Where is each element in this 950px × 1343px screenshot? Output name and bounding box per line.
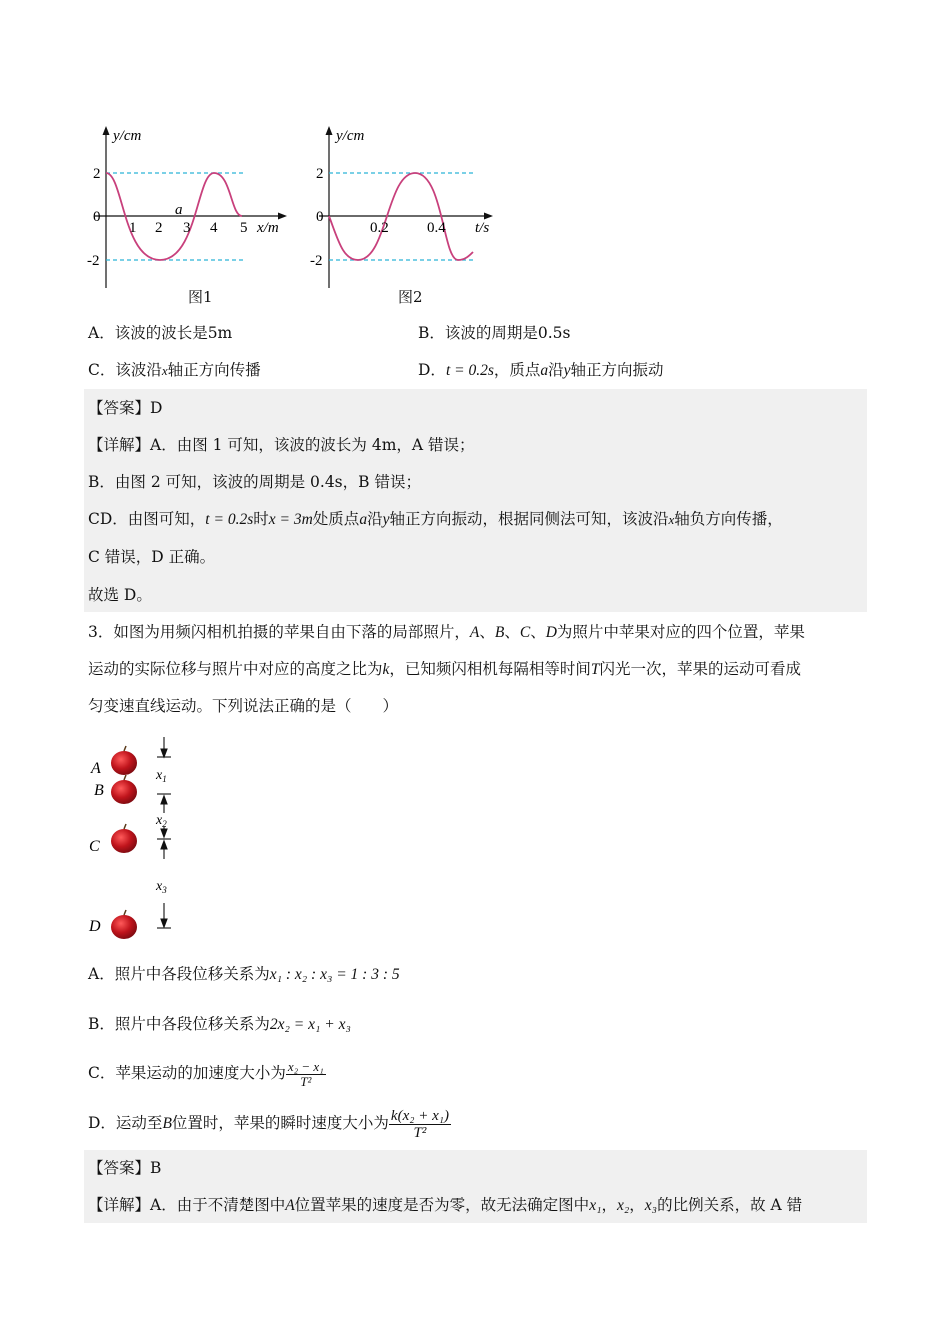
apple-A	[111, 746, 137, 775]
x-axis-label: x/m	[257, 220, 279, 236]
point-a-label: a	[175, 202, 183, 218]
q2-option-c: C．该波沿x轴正方向传播	[88, 361, 261, 379]
segment-x2: $x_2$	[156, 813, 167, 829]
figure-2-caption: 图2	[398, 288, 423, 306]
q3-explain-line-1: 【详解】A．由于不清楚图中A位置苹果的速度是否为零，故无法确定图中x₁，x₂，x₃的比例关系，故 A 错	[88, 1196, 803, 1214]
q3-stem-line-1: 3．如图为用频闪相机拍摄的苹果自由下落的局部照片，A、B、C、D为照片中苹果对应的四个位置，苹果	[88, 623, 805, 641]
y-tick-neg2: -2	[87, 253, 100, 269]
segment-x3: $x_3$	[156, 879, 167, 895]
apple-B	[111, 775, 137, 804]
q2-answer-block	[84, 389, 867, 612]
apple-strobe-figure	[85, 735, 190, 945]
q3-answer: 【答案】B	[88, 1159, 162, 1177]
acceleration-fraction: $\frac{\text{x₂ − x₁}}{\text{T²}}$	[287, 1058, 324, 1089]
y-tick-0: 0	[316, 209, 324, 225]
q3-option-a: A．照片中各段位移关系为x₁ : x₂ : x₃ = 1 : 3 : 5	[88, 965, 400, 983]
label-B: B	[94, 782, 104, 799]
wave-figure-2	[305, 120, 505, 295]
x-tick-5: 5	[240, 220, 248, 236]
x-tick-0.4: 0.4	[427, 220, 446, 236]
q3-option-d: D．运动至B位置时，苹果的瞬时速度大小为 $\frac{\text{k(x₂ + x₁)}}{\text{T²}}$	[88, 1107, 449, 1141]
q2-explain-line-3: CD．由图可知，t = 0.2s时x = 3m处质点a沿y轴正方向振动，根据同侧法可知，该波沿x轴负方向传播，	[88, 510, 783, 528]
x-tick-0.2: 0.2	[370, 220, 389, 236]
label-A: A	[91, 760, 101, 777]
y-axis-label: y/cm	[336, 128, 365, 144]
x-tick-4: 4	[210, 220, 218, 236]
y-tick-2: 2	[93, 166, 101, 182]
x-tick-1: 1	[129, 220, 137, 236]
q3-option-c: C．苹果运动的加速度大小为 $\frac{\text{x₂ − x₁}}{\text{T²}}$	[88, 1058, 324, 1089]
figure-1-caption: 图1	[188, 288, 213, 306]
q2-answer: 【答案】D	[88, 399, 163, 417]
q3-option-b: B．照片中各段位移关系为2x₂ = x₁ + x₃	[88, 1015, 351, 1033]
q2-explain-line-1: 【详解】A．由图 1 可知，该波的波长为 4m，A 错误；	[88, 436, 475, 454]
q3-stem-line-2: 运动的实际位移与照片中对应的高度之比为k，已知频闪相机每隔相等时间T闪光一次，苹果的运动可看成	[88, 660, 802, 678]
q2-option-a: A．该波的波长是5m	[88, 324, 233, 342]
q3-stem-line-3: 匀变速直线运动。下列说法正确的是（ ）	[88, 697, 399, 715]
q2-explain-line-5: 故选 D。	[88, 586, 152, 604]
q2-explain-line-2: B．由图 2 可知，该波的周期是 0.4s，B 错误；	[88, 473, 421, 491]
x-tick-3: 3	[183, 220, 191, 236]
x-tick-2: 2	[155, 220, 163, 236]
segment-x1: $x_1$	[156, 768, 167, 784]
label-C: C	[89, 838, 100, 855]
apple-D	[111, 910, 137, 939]
y-tick-2: 2	[316, 166, 324, 182]
label-D: D	[89, 918, 101, 935]
wave-figure-1	[85, 120, 300, 295]
q2-option-b: B．该波的周期是0.5s	[418, 324, 571, 342]
q2-option-d: D．t = 0.2s，质点a沿y轴正方向振动	[418, 361, 664, 379]
x-axis-label: t/s	[475, 220, 490, 236]
q2-explain-line-4: C 错误，D 正确。	[88, 548, 216, 566]
apple-C	[111, 824, 137, 853]
velocity-fraction: $\frac{\text{k(x₂ + x₁)}}{\text{T²}}$	[390, 1107, 449, 1141]
y-tick-0: 0	[93, 209, 101, 225]
y-tick-neg2: -2	[310, 253, 323, 269]
y-axis-label: y/cm	[113, 128, 142, 144]
